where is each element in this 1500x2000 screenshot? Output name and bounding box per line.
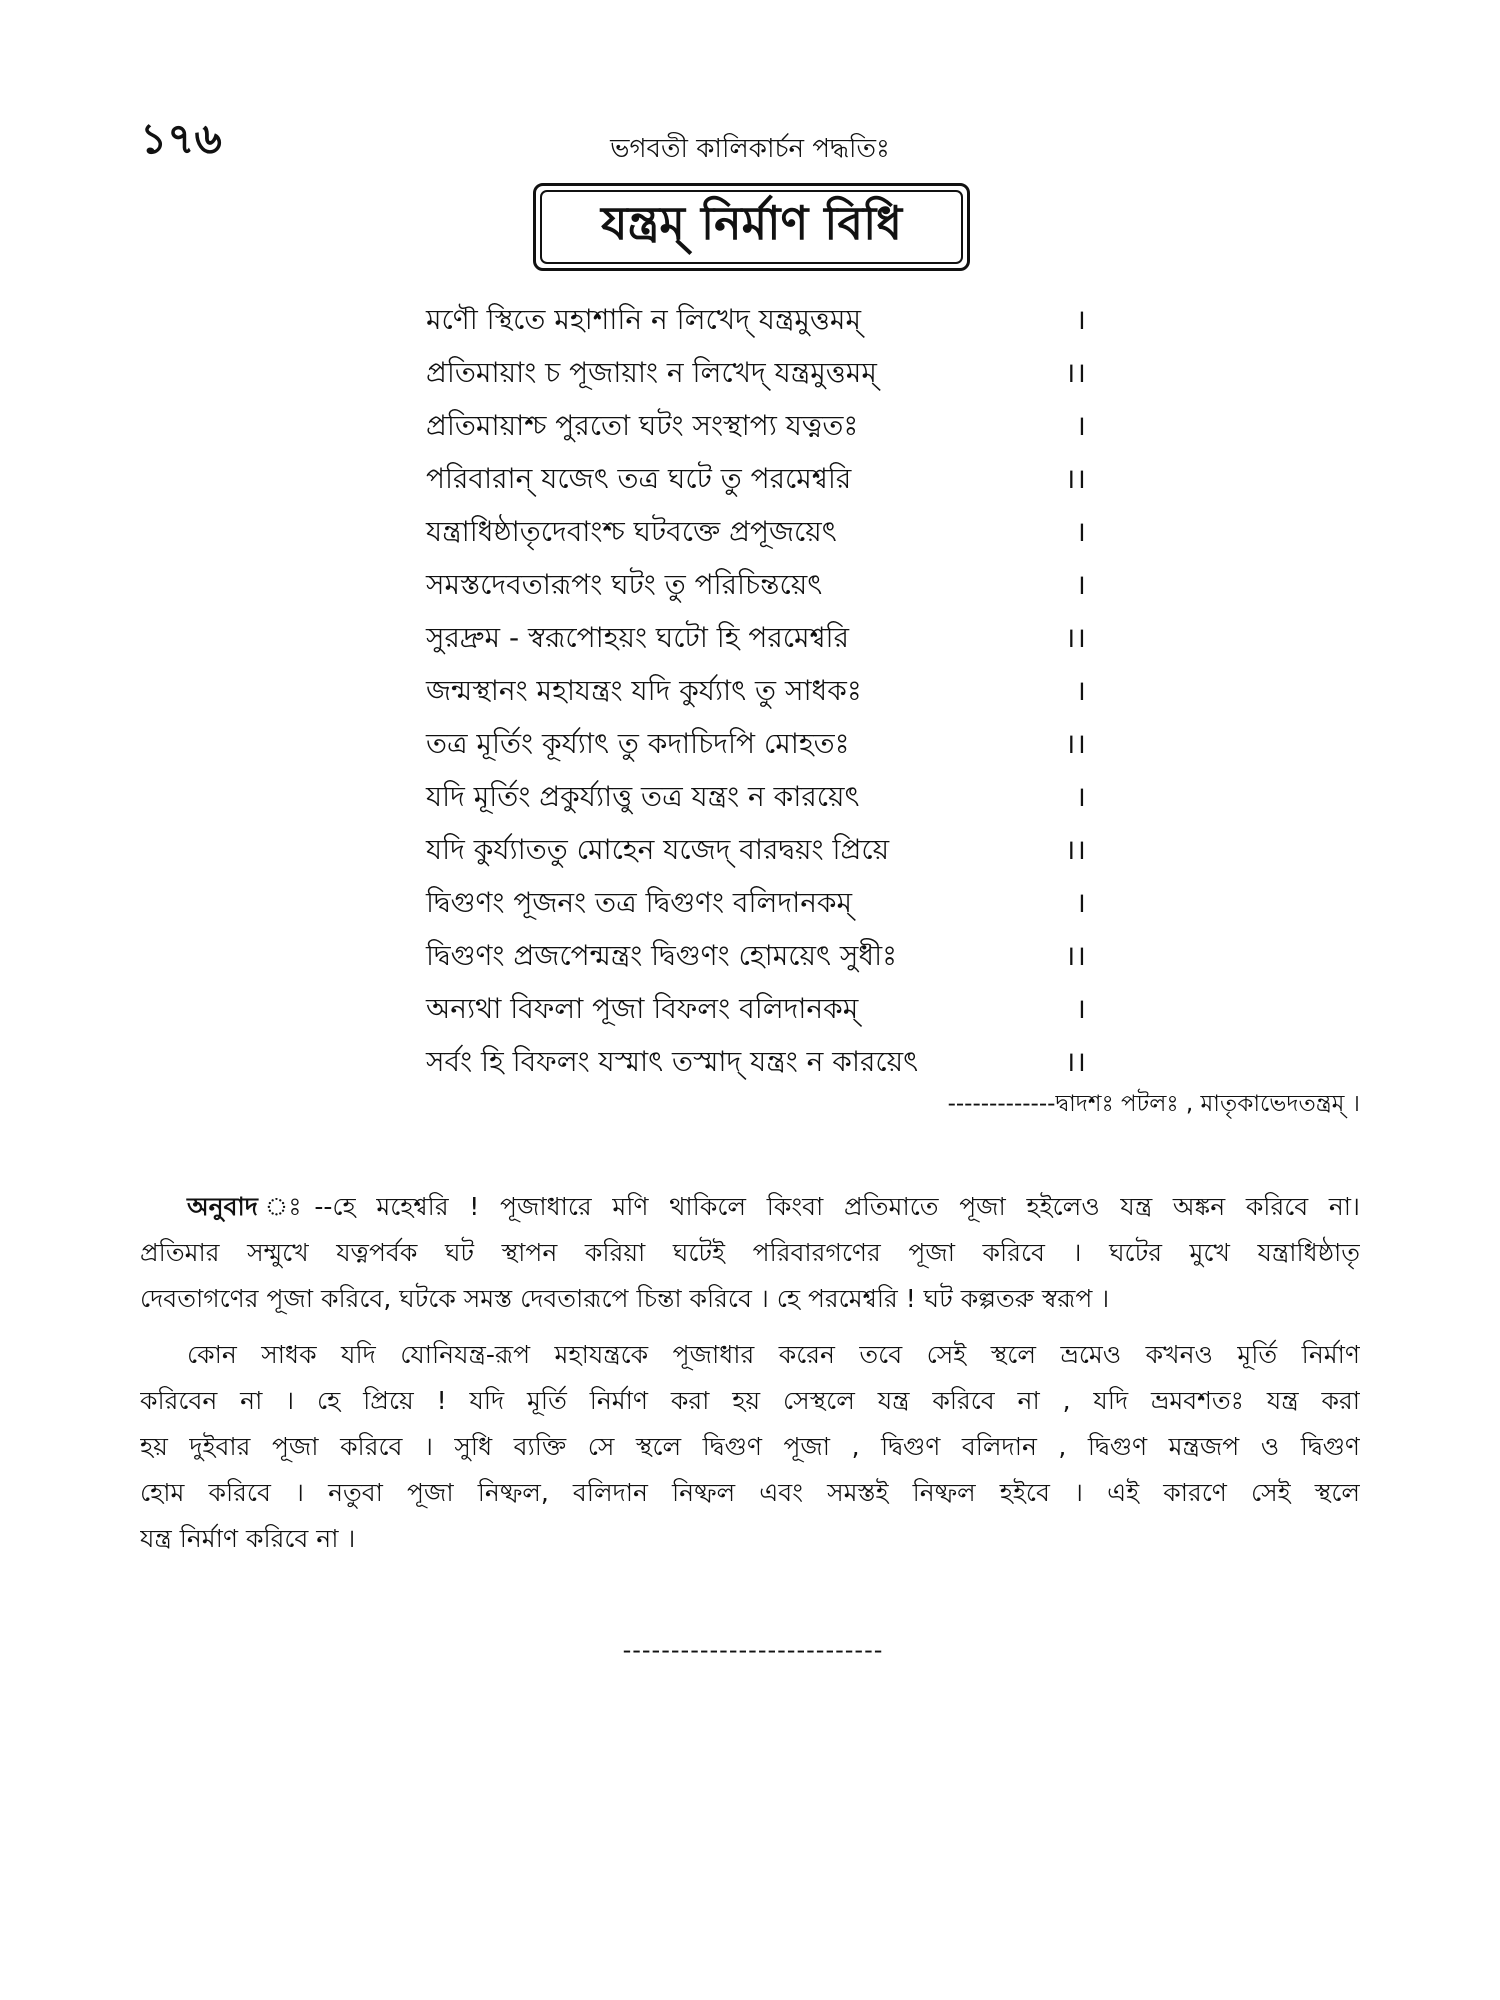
verse-block: [426, 298, 1086, 1093]
verse-text: যন্ত্রাধিষ্ঠাতৃদেবাংশ্চ ঘটবক্তে প্রপূজয়েৎ: [426, 515, 837, 548]
verse-text: যদি মূর্তিং প্রকুর্য্যাত্তু তত্র যন্ত্রং ন কারয়েৎ: [426, 780, 860, 813]
translation-line: কোন সাধক যদি যোনিযন্ত্র-রূপ মহাযন্ত্রকে পূজাধার করেন তবে সেই স্থলে ভ্রমেও কখনও মূর্তি নির্মাণ: [187, 1340, 1360, 1369]
verse-danda: ।: [1075, 992, 1086, 1025]
translation-line: প্রতিমার সম্মুখে যত্নপর্বক ঘট স্থাপন করিয়া ঘটেই পরিবারগণের পূজা করিবে । ঘটের মুখে যন্ত্রাধিষ্ঠাতৃ: [140, 1238, 1360, 1267]
verse-danda: ।।: [1064, 356, 1086, 389]
chapter-title: যন্ত্রম্ নির্মাণ বিধি: [540, 190, 963, 264]
verse-danda: ।।: [1064, 727, 1086, 760]
running-header: ভগবতী কালিকার্চন পদ্ধতিঃ: [610, 134, 890, 164]
verse-text: সর্বং হি বিফলং যস্মাৎ তস্মাদ্ যন্ত্রং ন কারয়েৎ: [426, 1045, 919, 1078]
verse-danda: ।: [1075, 515, 1086, 548]
verse-danda: ।: [1075, 409, 1086, 442]
verse-line: [426, 722, 1086, 775]
verse-line: [426, 881, 1086, 934]
verse-danda: ।।: [1064, 1045, 1086, 1078]
source-citation: -------------দ্বাদশঃ পটলঃ , মাতৃকাভেদতন্ত্রম্ ।: [947, 1091, 1360, 1117]
verse-line: [426, 934, 1086, 987]
verse-text: জন্মস্থানং মহাযন্ত্রং যদি কুর্য্যাৎ তু সাধকঃ: [426, 674, 862, 707]
verse-line: [426, 404, 1086, 457]
verse-text: পরিবারান্ যজেৎ তত্র ঘটে তু পরমেশ্বরি: [426, 462, 852, 495]
page-number: ১৭৬: [140, 114, 222, 163]
verse-line: [426, 298, 1086, 351]
verse-danda: ।: [1075, 568, 1086, 601]
verse-line: [426, 669, 1086, 722]
verse-text: তত্র মূর্তিং কূর্য্যাৎ তু কদাচিদপি মোহতঃ: [426, 727, 850, 760]
verse-text: মণৌ স্থিতে মহাশানি ন লিখেদ্ যন্ত্রমুত্তমম্: [426, 303, 862, 336]
translation-line: দেবতাগণের পূজা করিবে, ঘটকে সমস্ত দেবতারূপে চিন্তা করিবে । হে পরমেশ্বরি ! ঘট কল্পতরু স্বরূপ ।: [140, 1284, 1110, 1313]
translation-line: হয় দুইবার পূজা করিবে । সুধি ব্যক্তি সে স্থলে দ্বিগুণ পূজা , দ্বিগুণ বলিদান , দ্বিগুণ মন্ত্রজপ ও দ্বিগুণ: [140, 1432, 1360, 1461]
verse-text: সমস্তদেবতারূপং ঘটং তু পরিচিন্তয়েৎ: [426, 568, 823, 601]
verse-text: অন্যথা বিফলা পূজা বিফলং বলিদানকম্: [426, 992, 859, 1025]
verse-line: [426, 351, 1086, 404]
verse-line: [426, 775, 1086, 828]
translation-line: করিবেন না । হে প্রিয়ে ! যদি মূর্তি নির্মাণ করা হয় সেস্থলে যন্ত্র করিবে না , যদি ভ্রমবশতঃ যন্ত্র করা: [140, 1386, 1360, 1415]
verse-text: প্রতিমায়াং চ পূজায়াং ন লিখেদ্ যন্ত্রমুত্তমম্: [426, 356, 877, 389]
verse-line: [426, 616, 1086, 669]
translation-text: ঃ--হে মহেশ্বরি ! পূজাধারে মণি থাকিলে কিংবা প্রতিমাতে পূজা হইলেও যন্ত্র অঙ্কন করিবে না।: [314, 1192, 1360, 1221]
verse-line: [426, 510, 1086, 563]
verse-text: দ্বিগুণং প্রজপেন্মন্ত্রং দ্বিগুণং হোময়েৎ সুধীঃ: [426, 939, 898, 972]
verse-danda: ।: [1075, 674, 1086, 707]
verse-text: সুরদ্রুম - স্বরূপোহয়ং ঘটো হি পরমেশ্বরি: [426, 621, 849, 654]
verse-line: [426, 828, 1086, 881]
paragraph-gap: [140, 1322, 1360, 1332]
verse-danda: ।: [1075, 886, 1086, 919]
translation-line: হোম করিবে । নতুবা পূজা নিষ্ফল, বলিদান নিষ্ফল এবং সমস্তই নিষ্ফল হইবে । এই কারণে সেই স্থলে: [140, 1478, 1360, 1507]
translation-label: অনুবাদ: [187, 1192, 258, 1221]
verse-text: দ্বিগুণং পূজনং তত্র দ্বিগুণং বলিদানকম্: [426, 886, 853, 919]
verse-danda: ।।: [1064, 621, 1086, 654]
title-frame: [533, 183, 970, 271]
verse-text: প্রতিমায়াশ্চ পুরতো ঘটং সংস্থাপ্য যত্নতঃ: [426, 409, 859, 442]
verse-line: [426, 987, 1086, 1040]
translation-line: যন্ত্র নির্মাণ করিবে না ।: [140, 1524, 356, 1553]
verse-danda: ।: [1075, 303, 1086, 336]
verse-line: [426, 563, 1086, 616]
verse-danda: ।।: [1064, 833, 1086, 866]
translation-block: [140, 1184, 1360, 1562]
verse-text: যদি কুর্য্যাততু মোহেন যজেদ্ বারদ্বয়ং প্রিয়ে: [426, 833, 890, 866]
verse-danda: ।: [1075, 780, 1086, 813]
end-divider: ---------------------------: [622, 1636, 884, 1664]
translation-line: [140, 1184, 1360, 1230]
verse-line: [426, 457, 1086, 510]
verse-danda: ।।: [1064, 462, 1086, 495]
verse-danda: ।।: [1064, 939, 1086, 972]
